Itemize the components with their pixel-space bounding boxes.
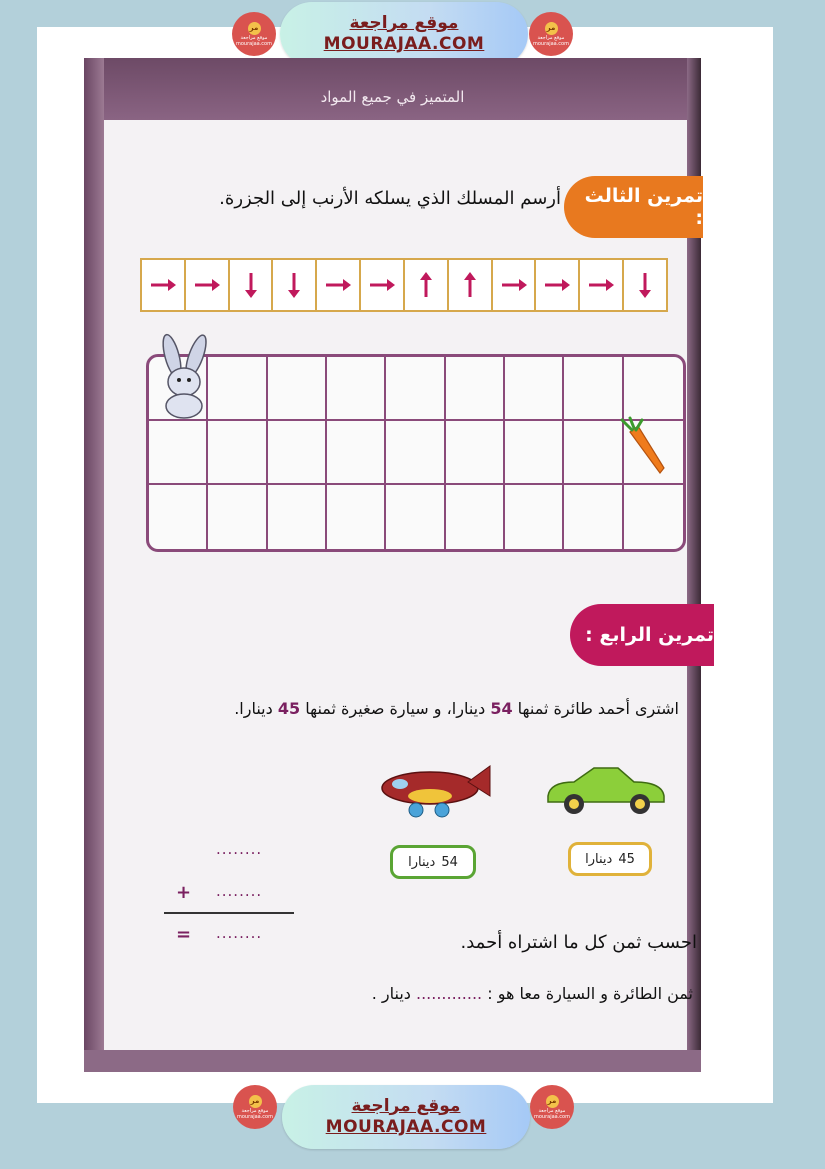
arrow-right-icon bbox=[499, 270, 529, 300]
arrow-right-icon bbox=[192, 270, 222, 300]
arrow-cell-7 bbox=[405, 260, 449, 310]
grid-cell[interactable] bbox=[446, 357, 505, 421]
equals-sign: = bbox=[176, 924, 192, 945]
arrow-right-icon bbox=[586, 270, 616, 300]
logo-text: موقع مراجعة bbox=[538, 1107, 566, 1114]
grid-cell[interactable] bbox=[505, 421, 564, 485]
exercise3-instruction: أرسم المسلك الذي يسلكه الأرنب إلى الجزرة. bbox=[219, 188, 561, 209]
exercise3-tab: تمرين الثالث : bbox=[564, 176, 703, 238]
plus-sign: + bbox=[176, 882, 192, 903]
arrow-cell-4 bbox=[273, 260, 317, 310]
arrow-right-icon bbox=[323, 270, 353, 300]
grid-cell[interactable] bbox=[624, 357, 683, 421]
logo-mark: مر bbox=[545, 22, 558, 35]
grid-cell[interactable] bbox=[327, 421, 386, 485]
arrow-right-icon bbox=[542, 270, 572, 300]
sum-line bbox=[164, 912, 294, 914]
grid-cell[interactable] bbox=[386, 421, 445, 485]
arrow-down-icon bbox=[236, 270, 266, 300]
banner-latin: MOURAJAA.COM bbox=[325, 1117, 487, 1137]
logo-mark: مر bbox=[248, 22, 261, 35]
grid-cell[interactable] bbox=[446, 485, 505, 549]
currency-label: دينارا bbox=[585, 851, 613, 867]
logo-mark: مر bbox=[249, 1095, 262, 1108]
grid-cell[interactable] bbox=[564, 357, 623, 421]
addend1-blank[interactable]: ........ bbox=[216, 840, 263, 858]
arrow-code-strip bbox=[140, 258, 668, 312]
banner-latin: MOURAJAA.COM bbox=[323, 34, 485, 54]
currency-label: دينارا bbox=[408, 854, 436, 870]
statement-part2: دينارا، و سيارة صغيرة ثمنها bbox=[305, 699, 486, 718]
site-logo-right-bottom[interactable] bbox=[530, 1085, 574, 1129]
car-price-value: 45 bbox=[618, 851, 635, 867]
grid-cell[interactable] bbox=[208, 485, 267, 549]
answer-blank[interactable]: ............. bbox=[416, 984, 483, 1003]
arrow-cell-11 bbox=[580, 260, 624, 310]
grid-cell[interactable] bbox=[564, 485, 623, 549]
arrow-cell-6 bbox=[361, 260, 405, 310]
sum-blank[interactable]: ........ bbox=[216, 924, 263, 942]
logo-url: mourajaa.com bbox=[532, 40, 569, 47]
answer-suffix: دينار . bbox=[371, 984, 411, 1003]
banner-arabic: موقع مراجعة bbox=[349, 12, 459, 33]
addend2-blank[interactable]: ........ bbox=[216, 882, 263, 900]
arrow-cell-12 bbox=[624, 260, 666, 310]
exercise4-question: احسب ثمن كل ما اشتراه أحمد. bbox=[460, 932, 697, 953]
answer-prefix: ثمن الطائرة و السيارة معا هو : bbox=[487, 984, 693, 1003]
plane-price-value: 54 bbox=[441, 854, 458, 870]
grid-cell[interactable] bbox=[149, 485, 208, 549]
grid-cell[interactable] bbox=[505, 485, 564, 549]
logo-url: mourajaa.com bbox=[235, 40, 272, 47]
statement-part3: دينارا. bbox=[234, 699, 273, 718]
site-logo-left[interactable] bbox=[232, 12, 276, 56]
logo-text: موقع مراجعة bbox=[537, 34, 565, 41]
arrow-cell-8 bbox=[449, 260, 493, 310]
logo-text: موقع مراجعة bbox=[240, 34, 268, 41]
car-price-inline: 45 bbox=[277, 699, 301, 718]
grid-cell[interactable] bbox=[327, 357, 386, 421]
arrow-cell-10 bbox=[536, 260, 580, 310]
arrow-down-icon bbox=[279, 270, 309, 300]
grid-cell[interactable] bbox=[446, 421, 505, 485]
arrow-up-icon bbox=[455, 270, 485, 300]
grid-cell[interactable] bbox=[386, 357, 445, 421]
exercise4-tab: تمرين الرابع : bbox=[570, 604, 714, 666]
grid-cell[interactable] bbox=[624, 485, 683, 549]
arrow-cell-5 bbox=[317, 260, 361, 310]
grid-cell[interactable] bbox=[386, 485, 445, 549]
exercise4-answer-line bbox=[273, 984, 693, 1003]
banner-arabic: موقع مراجعة bbox=[351, 1095, 461, 1116]
arrow-cell-9 bbox=[493, 260, 537, 310]
airplane-icon bbox=[378, 758, 494, 822]
arrow-cell-3 bbox=[230, 260, 274, 310]
worksheet-scan bbox=[84, 58, 714, 1072]
plane-price-inline: 54 bbox=[490, 699, 513, 718]
logo-url: mourajaa.com bbox=[236, 1113, 273, 1120]
worksheet-header: المتميز في جميع المواد bbox=[320, 88, 465, 106]
rabbit-icon bbox=[154, 334, 214, 420]
grid-cell[interactable] bbox=[268, 357, 327, 421]
logo-url: mourajaa.com bbox=[533, 1113, 570, 1120]
carrot-icon bbox=[620, 418, 670, 478]
logo-text: موقع مراجعة bbox=[241, 1107, 269, 1114]
site-banner-top[interactable] bbox=[280, 2, 528, 66]
arrow-up-icon bbox=[411, 270, 441, 300]
statement-part1: اشترى أحمد طائرة ثمنها bbox=[517, 699, 679, 718]
grid-cell[interactable] bbox=[149, 421, 208, 485]
car-price-label bbox=[568, 842, 652, 876]
arrow-right-icon bbox=[148, 270, 178, 300]
arrow-down-icon bbox=[630, 270, 660, 300]
grid-cell[interactable] bbox=[327, 485, 386, 549]
grid-cell[interactable] bbox=[268, 421, 327, 485]
arrow-cell-2 bbox=[186, 260, 230, 310]
arrow-right-icon bbox=[367, 270, 397, 300]
plane-price-label bbox=[390, 845, 476, 879]
arrow-cell-1 bbox=[142, 260, 186, 310]
grid-cell[interactable] bbox=[505, 357, 564, 421]
grid-cell[interactable] bbox=[268, 485, 327, 549]
grid-cell[interactable] bbox=[208, 421, 267, 485]
site-banner-bottom[interactable] bbox=[282, 1085, 530, 1149]
path-grid bbox=[146, 354, 686, 552]
grid-cell[interactable] bbox=[564, 421, 623, 485]
logo-mark: مر bbox=[546, 1095, 559, 1108]
grid-cell[interactable] bbox=[208, 357, 267, 421]
site-logo-right[interactable] bbox=[529, 12, 573, 56]
exercise4-statement bbox=[119, 699, 679, 718]
car-icon bbox=[544, 758, 668, 818]
site-logo-left-bottom[interactable] bbox=[233, 1085, 277, 1129]
